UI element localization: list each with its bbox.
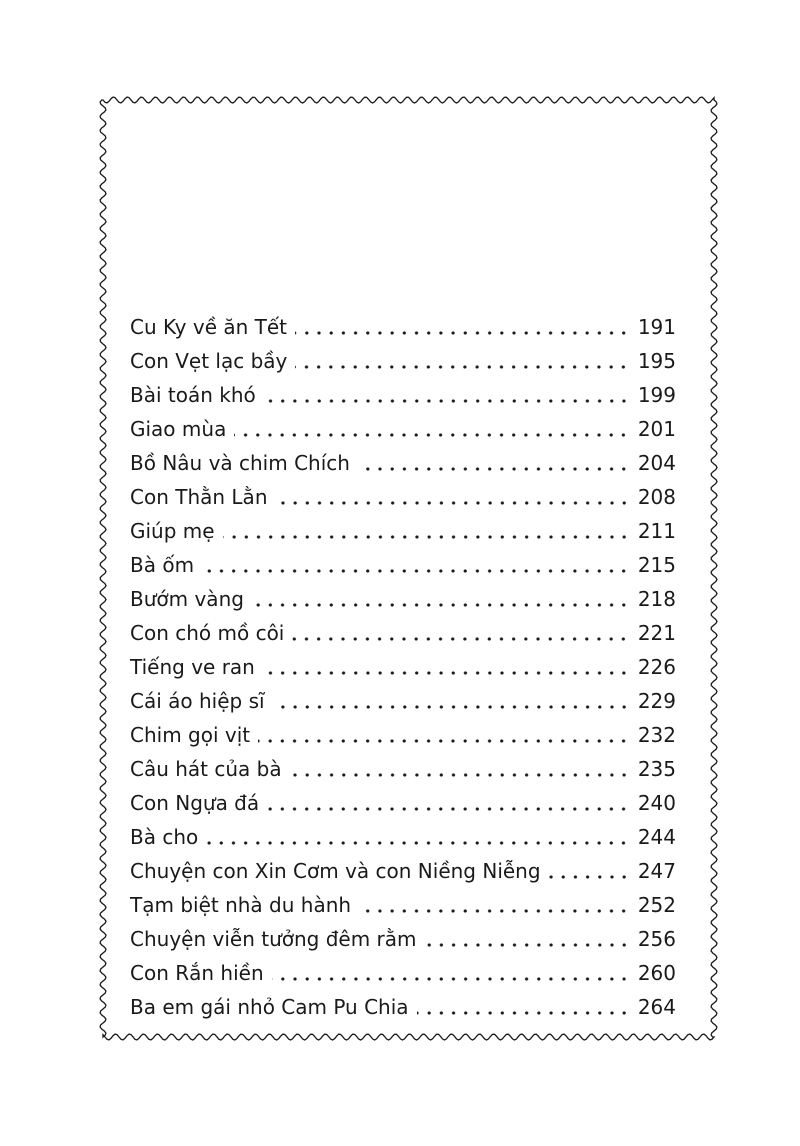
dot-leader bbox=[202, 568, 630, 574]
dot-leader bbox=[425, 942, 630, 948]
dot-leader bbox=[263, 670, 630, 676]
toc-entry bbox=[130, 548, 676, 582]
toc-entry-page: 247 bbox=[637, 859, 676, 883]
dot-leader bbox=[359, 908, 630, 914]
toc-entry-page: 215 bbox=[637, 553, 676, 577]
toc-entry bbox=[130, 820, 676, 854]
toc-entry bbox=[130, 582, 676, 616]
dot-leader bbox=[292, 636, 629, 642]
dot-leader bbox=[206, 840, 630, 846]
toc-entry-title: Câu hát của bà bbox=[130, 757, 282, 781]
toc-entry-page: 264 bbox=[637, 995, 676, 1019]
toc-entry-page: 252 bbox=[637, 893, 676, 917]
toc-entry bbox=[130, 922, 676, 956]
toc-entry bbox=[130, 378, 676, 412]
toc-entry bbox=[130, 684, 676, 718]
toc-entry bbox=[130, 480, 676, 514]
toc-entry-title: Ba em gái nhỏ Cam Pu Chia bbox=[130, 995, 409, 1019]
dot-leader bbox=[252, 602, 630, 608]
toc-entry-title: Cái áo hiệp sĩ bbox=[130, 689, 265, 713]
toc-entry-title: Giúp mẹ bbox=[130, 519, 215, 543]
toc-entry bbox=[130, 888, 676, 922]
toc-entry-title: Con Thằn Lằn bbox=[130, 485, 268, 509]
toc-entry-page: 232 bbox=[637, 723, 676, 747]
toc-entry-title: Tiếng ve ran bbox=[130, 655, 255, 679]
toc-entry-title: Bà ốm bbox=[130, 553, 195, 577]
dot-leader bbox=[264, 398, 630, 404]
toc-entry-page: 221 bbox=[637, 621, 676, 645]
toc-entry-page: 208 bbox=[637, 485, 676, 509]
toc-entry-page: 229 bbox=[637, 689, 676, 713]
toc-entry bbox=[130, 650, 676, 684]
toc-entry bbox=[130, 752, 676, 786]
dot-leader bbox=[267, 806, 630, 812]
dot-leader bbox=[273, 704, 630, 710]
toc-entry-page: 195 bbox=[637, 349, 676, 373]
toc-entry bbox=[130, 956, 676, 990]
toc-entry bbox=[130, 990, 676, 1024]
toc-entry bbox=[130, 310, 676, 344]
dot-leader bbox=[358, 466, 630, 472]
dot-leader bbox=[258, 738, 630, 744]
toc-entry bbox=[130, 412, 676, 446]
toc-entry-page: 191 bbox=[637, 315, 676, 339]
toc-entry bbox=[130, 616, 676, 650]
toc-entry-page: 235 bbox=[637, 757, 676, 781]
toc-entry-title: Bà cho bbox=[130, 825, 199, 849]
toc-entry-title: Con Ngựa đá bbox=[130, 791, 260, 815]
dot-leader bbox=[276, 500, 630, 506]
table-of-contents bbox=[130, 310, 676, 1024]
toc-entry-page: 218 bbox=[637, 587, 676, 611]
toc-entry-title: Con Rắn hiền bbox=[130, 961, 264, 985]
toc-entry bbox=[130, 514, 676, 548]
toc-entry-title: Tạm biệt nhà du hành bbox=[130, 893, 352, 917]
toc-entry-page: 260 bbox=[637, 961, 676, 985]
dot-leader bbox=[549, 874, 630, 880]
toc-entry bbox=[130, 446, 676, 480]
toc-entry-page: 201 bbox=[637, 417, 676, 441]
dot-leader bbox=[295, 364, 629, 370]
dot-leader bbox=[234, 432, 629, 438]
toc-entry-title: Bướm vàng bbox=[130, 587, 244, 611]
toc-entry bbox=[130, 854, 676, 888]
toc-entry-title: Cu Ky về ăn Tết bbox=[130, 315, 288, 339]
toc-entry-page: 211 bbox=[637, 519, 676, 543]
toc-entry-title: Bồ Nâu và chim Chích bbox=[130, 451, 350, 475]
toc-entry-title: Chim gọi vịt bbox=[130, 723, 251, 747]
toc-entry-page: 204 bbox=[637, 451, 676, 475]
dot-leader bbox=[295, 330, 630, 336]
toc-entry-title: Chuyện viễn tưởng đêm rằm bbox=[130, 927, 417, 951]
toc-entry bbox=[130, 718, 676, 752]
dot-leader bbox=[417, 1010, 630, 1016]
toc-entry bbox=[130, 786, 676, 820]
toc-entry bbox=[130, 344, 676, 378]
toc-entry-title: Con chó mồ côi bbox=[130, 621, 285, 645]
toc-entry-title: Giao mùa bbox=[130, 417, 227, 441]
toc-entry-page: 240 bbox=[637, 791, 676, 815]
toc-entry-page: 244 bbox=[637, 825, 676, 849]
toc-entry-page: 226 bbox=[637, 655, 676, 679]
toc-entry-page: 256 bbox=[637, 927, 676, 951]
toc-entry-title: Chuyện con Xin Cơm và con Niềng Niễng bbox=[130, 859, 541, 883]
toc-entry-title: Con Vẹt lạc bầy bbox=[130, 349, 288, 373]
toc-entry-title: Bài toán khó bbox=[130, 383, 256, 407]
dot-leader bbox=[223, 534, 630, 540]
dot-leader bbox=[290, 772, 630, 778]
dot-leader bbox=[272, 976, 630, 982]
toc-entry-page: 199 bbox=[637, 383, 676, 407]
